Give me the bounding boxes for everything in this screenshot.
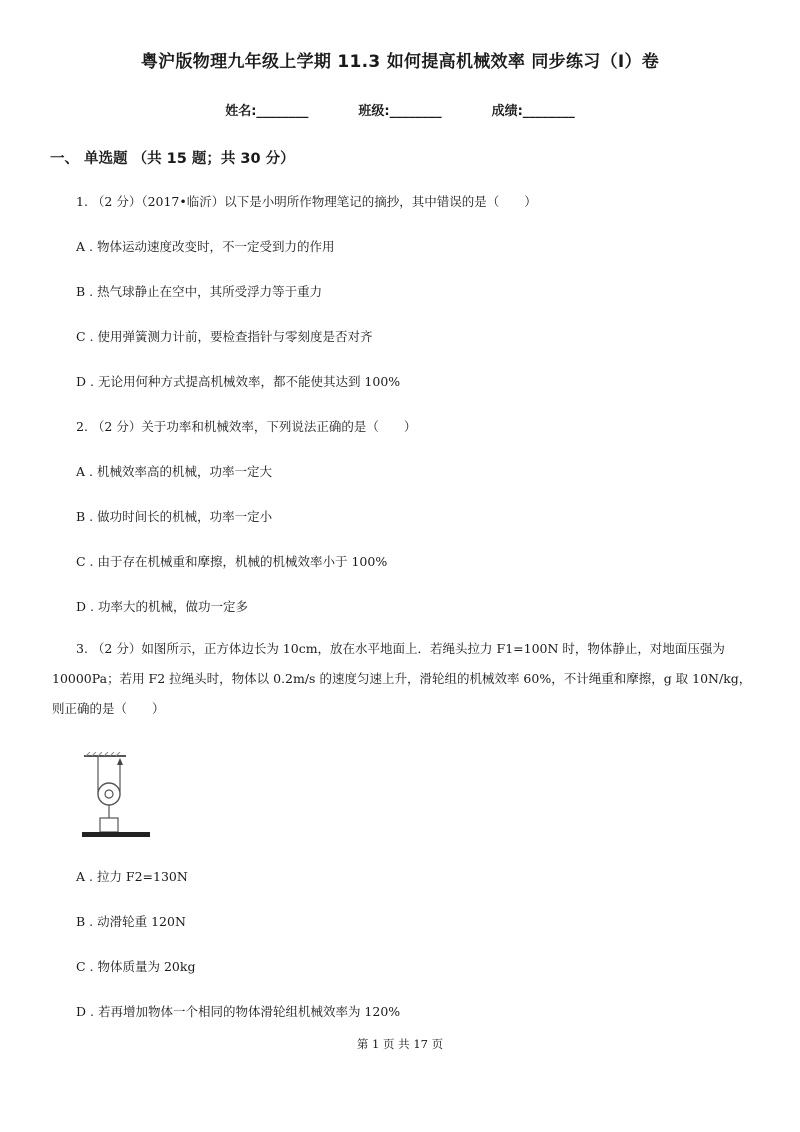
question-2-stem: 2. （2 分）关于功率和机械效率，下列说法正确的是（ ） (76, 419, 417, 434)
question-3-stem: 3. （2 分）如图所示，正方体边长为 10cm，放在水平地面上．若绳头拉力 F1=100N 时，物体静止，对地面压强为 10000Pa；若用 F2 拉绳头时，物体以 0.2m/s 的速度匀速上升，滑轮组的机械效率 60%，不计绳重和摩擦，g 取 10N/kg，则正确的是（ ） (52, 641, 752, 716)
question-1-option-b: B . 热气球静止在空中，其所受浮力等于重力 (76, 284, 323, 299)
pulley-diagram (82, 752, 152, 846)
question-3-option-a: A . 拉力 F2=130N (76, 869, 188, 884)
ground-bar (82, 832, 150, 837)
pulley-axle (105, 790, 113, 798)
question-3-option-c: C . 物体质量为 20kg (76, 959, 196, 974)
question-2-option-a: A . 机械效率高的机械，功率一定大 (76, 464, 272, 479)
question-1-option-a: A . 物体运动速度改变时，不一定受到力的作用 (76, 239, 335, 254)
question-3-option-d: D . 若再增加物体一个相同的物体滑轮组机械效率为 120% (76, 1004, 401, 1019)
question-1-option-c: C . 使用弹簧测力计前，要检查指针与零刻度是否对齐 (76, 329, 373, 344)
class-field-label: 班级:________ (358, 104, 442, 119)
name-field-label: 姓名:________ (225, 104, 309, 119)
question-1-stem: 1. （2 分）（2017•临沂）以下是小明所作物理笔记的摘抄，其中错误的是（ ） (76, 194, 537, 209)
pulley-figure (82, 752, 152, 842)
score-field-label: 成绩:________ (491, 104, 575, 119)
question-2-option-d: D . 功率大的机械，做功一定多 (76, 599, 248, 614)
cube-block (100, 818, 118, 832)
section-heading: 一、 单选题 （共 15 题；共 30 分） (50, 151, 295, 167)
page-title: 粤沪版物理九年级上学期 11.3 如何提高机械效率 同步练习（I）卷 (140, 52, 660, 72)
question-2-option-b: B . 做功时间长的机械，功率一定小 (76, 509, 273, 524)
pull-arrow-icon (117, 758, 123, 765)
question-2-option-c: C . 由于存在机械重和摩擦，机械的机械效率小于 100% (76, 554, 388, 569)
question-1-option-d: D . 无论用何种方式提高机械效率，都不能使其达到 100% (76, 374, 401, 389)
student-info-row (0, 100, 800, 119)
page-footer: 第 1 页 共 17 页 (356, 1037, 444, 1051)
question-3-option-b: B . 动滑轮重 120N (76, 914, 186, 929)
